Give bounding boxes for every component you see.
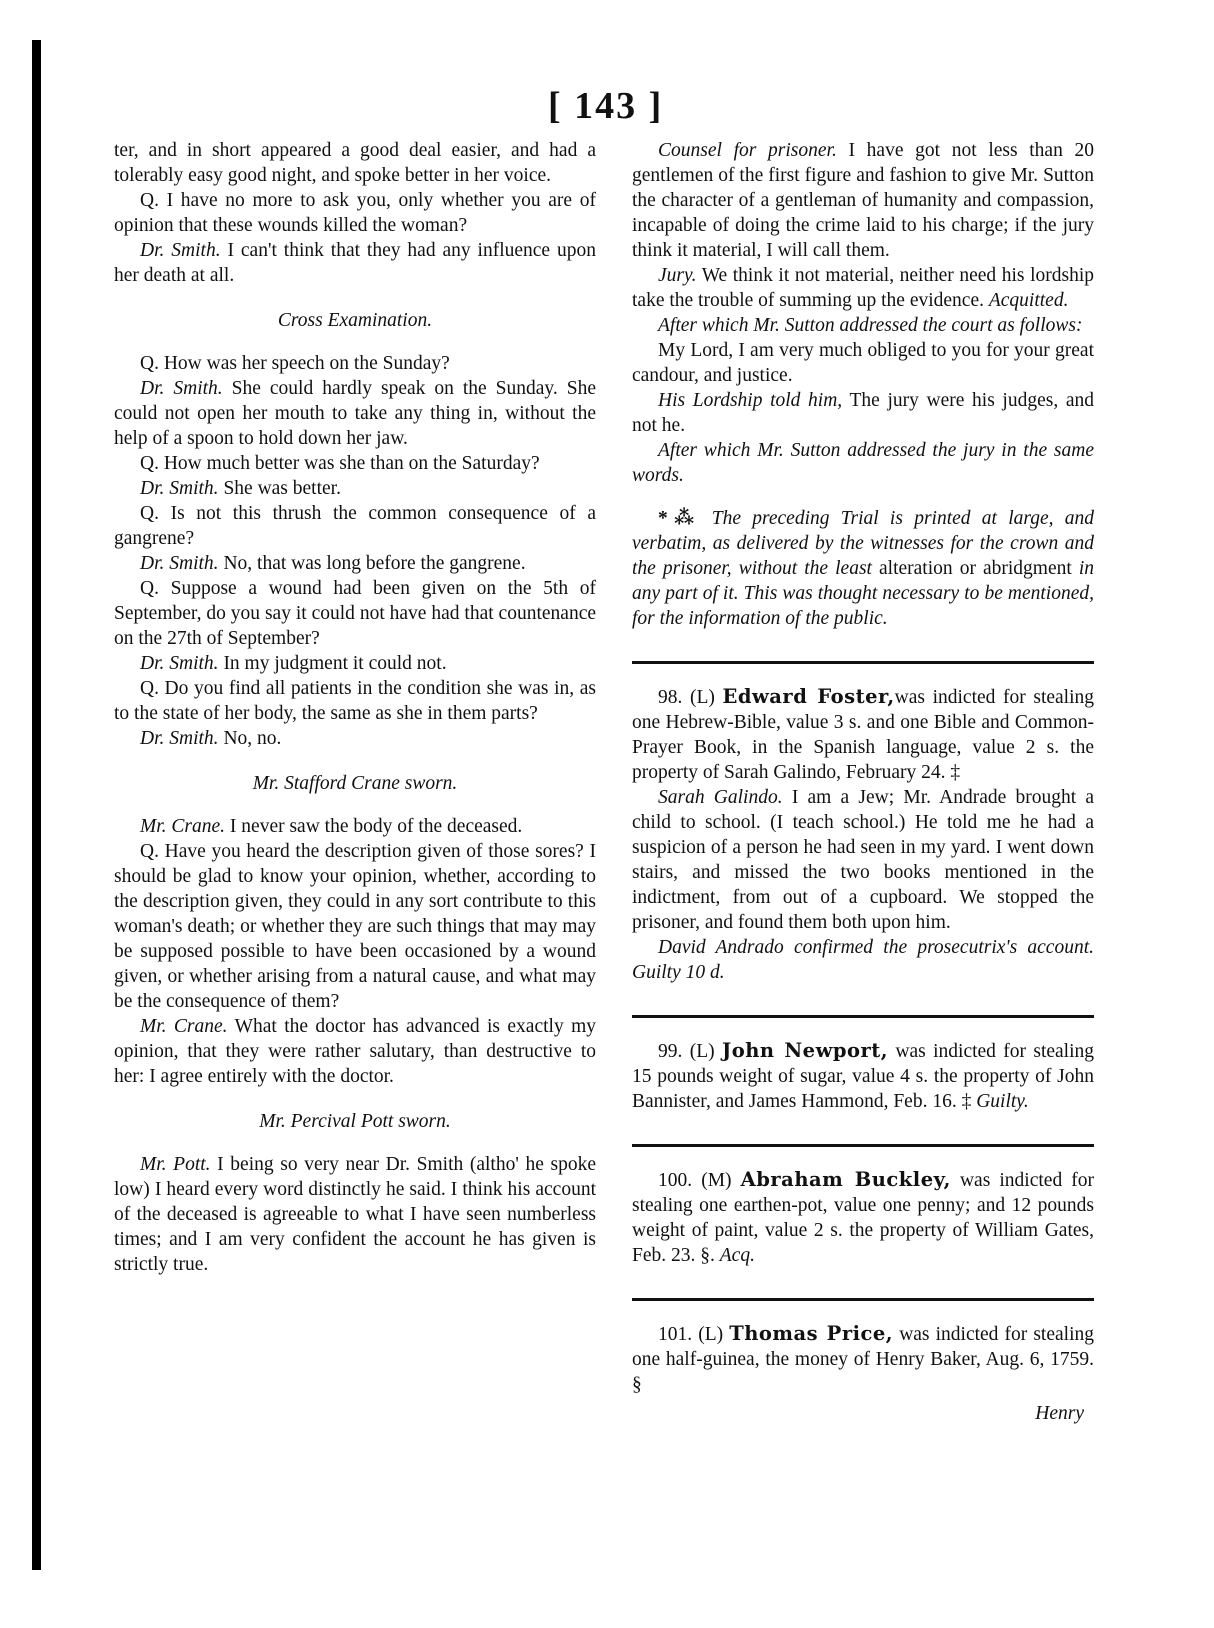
answer-text: In my judgment it could not. bbox=[223, 653, 447, 674]
answer bbox=[114, 551, 596, 576]
speaker: Jury. bbox=[658, 265, 697, 286]
answer-text: I being so very near Dr. Smith (altho' he spoke low) I heard every word distinctly he said. I think his account of the deceased is agreeable to what I have seen numberless times; and I am very confident the account he has given is strictly true. bbox=[114, 1154, 596, 1275]
binding-shadow bbox=[32, 40, 41, 1570]
case-text: was indicted for stealing one half-guinea, the money of Henry Baker, Aug. 6, 1759. § bbox=[632, 1324, 1094, 1395]
answer-text: No, that was long before the gangrene. bbox=[223, 553, 526, 574]
case-text: was indicted for stealing one Hebrew-Bible, value 3 s. and one Bible and Common-Prayer Book, in the Spanish language, value 2 s. the property of Sarah Galindo, February 24. ‡ bbox=[632, 687, 1095, 783]
speaker: Dr. Smith. bbox=[140, 478, 219, 499]
answer bbox=[114, 1014, 596, 1089]
case-number: 98. (L) bbox=[658, 687, 715, 708]
section-rule bbox=[632, 1015, 1094, 1018]
left-column bbox=[114, 138, 596, 1277]
right-column bbox=[632, 138, 1094, 1426]
section-heading: Mr. Stafford Crane sworn. bbox=[252, 773, 458, 794]
case-99 bbox=[632, 1038, 1094, 1114]
case-101 bbox=[632, 1321, 1094, 1397]
verdict: Guilty. bbox=[976, 1091, 1029, 1112]
answer-text: She was better. bbox=[223, 478, 341, 499]
case-98 bbox=[632, 684, 1094, 785]
answer bbox=[114, 238, 596, 288]
case-text: was indicted for stealing 15 pounds weight of sugar, value 4 s. the property of John Bannister, and James Hammond, Feb. 16. ‡ bbox=[632, 1041, 1095, 1112]
speaker: Dr. Smith. bbox=[140, 378, 223, 399]
case-number: 99. (L) bbox=[658, 1041, 715, 1062]
narration-text: After which Mr. Sutton addressed the jury in the same words. bbox=[632, 440, 1094, 486]
answer bbox=[632, 785, 1094, 935]
narration bbox=[632, 313, 1094, 338]
answer-text: What the doctor has advanced is exactly my opinion, that they were rather salutary, than destructive to her: I agree entirely with the doctor. bbox=[114, 1016, 597, 1087]
verdict: Acq. bbox=[719, 1245, 755, 1266]
catchword: Henry bbox=[1035, 1403, 1084, 1424]
case-number: 100. (M) bbox=[658, 1170, 732, 1191]
answer bbox=[114, 376, 596, 451]
answer-text: The jury were his judges, and not he. bbox=[632, 390, 1094, 436]
question: Q. Have you heard the description given of those sores? I should be glad to know your opinion, whether, according to the description given, they could in any sort contribute to this woman's death; or whether they are such things that may may be supposed possible to have been occasioned by a wound given, or whether arising from a natural cause, and what may be the consequence of them? bbox=[114, 841, 596, 1012]
answer bbox=[632, 388, 1094, 438]
question: Q. Do you find all patients in the condition she was in, as to the state of her body, the same as she in them parts? bbox=[114, 678, 596, 724]
defendant-name: Abraham Buckley, bbox=[740, 1168, 951, 1191]
question: Q. Suppose a wound had been given on the 5th of September, do you say it could not have had that countenance on the 27th of September? bbox=[114, 578, 596, 649]
section-heading: Cross Examination. bbox=[277, 310, 433, 331]
answer bbox=[114, 476, 596, 501]
answer bbox=[114, 726, 596, 751]
verdict: Guilty 10 d. bbox=[632, 962, 725, 983]
narration bbox=[632, 935, 1094, 985]
speaker: His Lordship told him, bbox=[658, 390, 843, 411]
answer bbox=[114, 814, 596, 839]
question: Q. I have no more to ask you, only whether you are of opinion that these wounds killed the woman? bbox=[114, 190, 596, 236]
answer-text: We think it not material, neither need his lordship take the trouble of summing up the evidence. bbox=[632, 265, 1094, 311]
speaker: Dr. Smith. bbox=[140, 653, 219, 674]
speaker: Dr. Smith. bbox=[140, 728, 219, 749]
page-number: [ 143 ] bbox=[548, 85, 664, 127]
note-text-b: alteration or abridgment bbox=[879, 558, 1072, 579]
narration bbox=[632, 438, 1094, 488]
speaker: Dr. Smith. bbox=[140, 553, 219, 574]
answer bbox=[632, 263, 1094, 313]
speaker: Dr. Smith. bbox=[140, 240, 221, 261]
speaker: Mr. Pott. bbox=[140, 1154, 211, 1175]
section-heading: Mr. Percival Pott sworn. bbox=[259, 1111, 451, 1132]
paragraph: ter, and in short appeared a good deal easier, and had a tolerably easy good night, and spoke better in her voice. bbox=[114, 140, 596, 186]
defendant-name: John Newport, bbox=[721, 1039, 889, 1062]
answer-text: I can't think that they had any influence upon her death at all. bbox=[114, 240, 596, 286]
answer-text: She could hardly speak on the Sunday. She could not open her mouth to take any thing in, without the help of a spoon to hold down her jaw. bbox=[114, 378, 596, 449]
speaker: Counsel for prisoner. bbox=[658, 140, 837, 161]
defendant-name: Thomas Price, bbox=[729, 1322, 894, 1345]
note-text-c: in any part of it. This was thought necessary to be mentioned, for the information of the public. bbox=[632, 558, 1095, 629]
narration-text: After which Mr. Sutton addressed the court as follows: bbox=[658, 315, 1083, 336]
defendant-name: Edward Foster, bbox=[722, 685, 895, 708]
printer-note bbox=[632, 506, 1094, 631]
answer bbox=[114, 1152, 596, 1277]
narration-text: David Andrado confirmed the prosecutrix's account. bbox=[658, 937, 1094, 958]
section-rule bbox=[632, 1144, 1094, 1147]
answer-text: I am a Jew; Mr. Andrade brought a child to school. (I teach school.) He told me he had a suspicion of a person he had seen in my yard. I went down stairs, and missed the two books mentioned in the indictment, from out of a cupboard. We stopped the prisoner, and found them both upon him. bbox=[632, 787, 1094, 933]
answer bbox=[114, 651, 596, 676]
section-rule bbox=[632, 661, 1094, 664]
note-mark: *⁂ bbox=[658, 508, 701, 529]
section-rule bbox=[632, 1298, 1094, 1301]
question: Q. How much better was she than on the Saturday? bbox=[140, 453, 540, 474]
note-text-a: The preceding Trial is printed at large, and verbatim, as delivered by the witnesses for the crown and the prisoner, without the least bbox=[632, 508, 1095, 579]
speaker: Sarah Galindo. bbox=[658, 787, 783, 808]
answer-text: I never saw the body of the deceased. bbox=[229, 816, 523, 837]
answer bbox=[632, 138, 1094, 263]
question: Q. How was her speech on the Sunday? bbox=[140, 353, 450, 374]
answer-text: No, no. bbox=[223, 728, 282, 749]
case-text: was indicted for stealing one earthen-pot, value one penny; and 12 pounds weight of paint, value 2 s. the property of William Gates, Feb. 23. §. bbox=[632, 1170, 1095, 1266]
answer-text: I have got not less than 20 gentlemen of the first figure and fashion to give Mr. Sutton the character of a gentleman of humanity and compassion, incapable of doing the crime laid to his charge; if the jury think it material, I will call them. bbox=[632, 140, 1094, 261]
verdict: Acquitted. bbox=[988, 290, 1069, 311]
speaker: Mr. Crane. bbox=[140, 1016, 228, 1037]
question: Q. Is not this thrush the common consequence of a gangrene? bbox=[114, 503, 596, 549]
speaker: Mr. Crane. bbox=[140, 816, 226, 837]
case-100 bbox=[632, 1167, 1094, 1268]
case-number: 101. (L) bbox=[658, 1324, 724, 1345]
paragraph: My Lord, I am very much obliged to you for your great candour, and justice. bbox=[632, 340, 1094, 386]
